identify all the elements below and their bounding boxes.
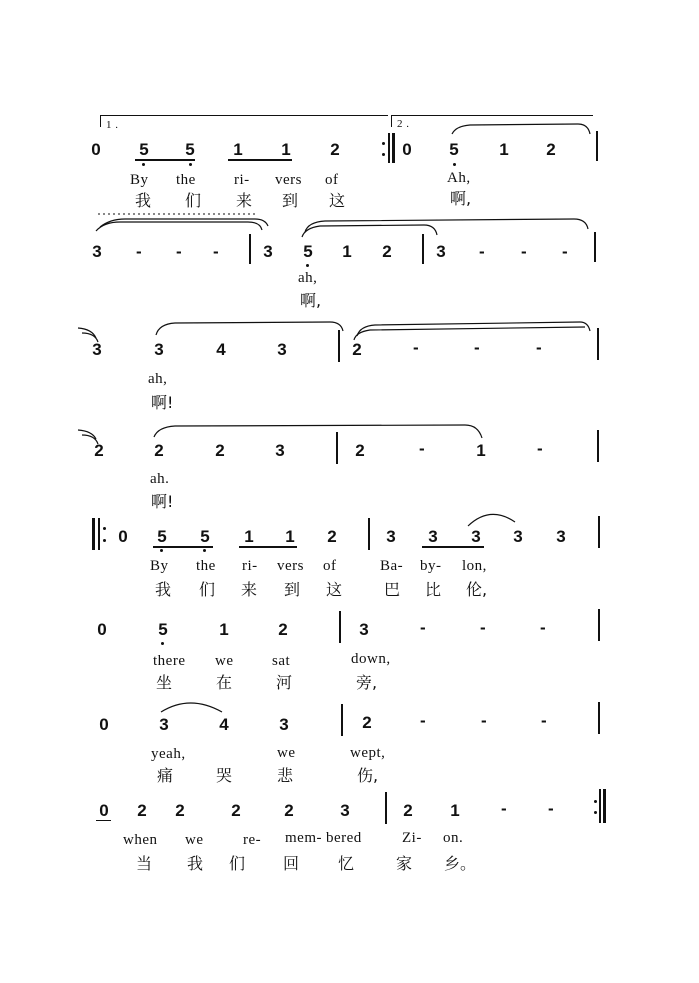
lyric-cn: 回 [283, 854, 300, 873]
note: 3 [154, 340, 164, 359]
lyric-en: ri- [242, 558, 258, 574]
note: 2 [278, 620, 288, 639]
lyric-en: lon, [462, 558, 487, 574]
lyric-cn: 来 [241, 580, 258, 599]
note: 3 [513, 527, 523, 546]
note: 2 [284, 801, 294, 820]
note: 1 [233, 140, 243, 159]
lyric-en: sat [272, 653, 291, 669]
dash: - [213, 242, 219, 261]
lyric-cn: 当 [136, 854, 153, 873]
lyric-cn: 我 [135, 191, 152, 210]
lyric-cn: 坐 [156, 673, 173, 692]
lyric-cn: 啊, [300, 291, 322, 310]
lyric-en: there [153, 653, 186, 669]
lyric-en: By [130, 172, 149, 188]
lyric-cn: 河 [276, 673, 293, 692]
dash: - [474, 338, 480, 357]
lyric-cn: 在 [216, 673, 233, 692]
note: 3 [340, 801, 350, 820]
lyric-cn: 痛 [157, 766, 174, 785]
note: 4 [216, 340, 226, 359]
lyric-cn: 到 [282, 191, 299, 210]
volta-1-label: 1 . [106, 119, 119, 131]
note: 1 [281, 140, 291, 159]
lyric-cn: 啊! [151, 393, 174, 412]
dash: - [176, 242, 182, 261]
note: 3 [263, 242, 273, 261]
lyric-cn: 比 [425, 580, 442, 599]
note: 0 [99, 715, 109, 734]
note: 1 [450, 801, 460, 820]
note: 2 [362, 713, 372, 732]
lyric-en: the [176, 172, 196, 188]
note: 2 [546, 140, 556, 159]
note: 3 [436, 242, 446, 261]
lyric-cn: 们 [185, 191, 202, 210]
note: 3 [359, 620, 369, 639]
dash: - [562, 242, 568, 261]
lyric-cn: 我 [187, 854, 204, 873]
note: 4 [219, 715, 229, 734]
dash: - [420, 618, 426, 637]
note: 3 [159, 715, 169, 734]
lyric-en: we [215, 653, 234, 669]
lyric-cn: 们 [229, 854, 246, 873]
dash: - [541, 711, 547, 730]
note: 3 [556, 527, 566, 546]
note: 2 [175, 801, 185, 820]
lyric-cn: 啊, [450, 189, 472, 208]
dash: - [479, 242, 485, 261]
lyric-cn: 这 [326, 580, 343, 599]
lyric-cn: 到 [284, 580, 301, 599]
note: 3 [428, 527, 438, 546]
lyric-en: by- [420, 558, 442, 574]
lyric-en: Ba- [380, 558, 404, 574]
note: 3 [92, 242, 102, 261]
lyric-en: the [196, 558, 216, 574]
note: 1 [476, 441, 486, 460]
note: 1 [342, 242, 352, 261]
note: 2 [215, 441, 225, 460]
dash: - [413, 338, 419, 357]
dash: - [536, 338, 542, 357]
lyric-en: wept, [350, 745, 386, 761]
note: 3 [277, 340, 287, 359]
lyric-en: ah. [150, 471, 170, 487]
note: 2 [137, 801, 147, 820]
lyric-cn: 巴 [384, 580, 401, 599]
lyric-cn: 这 [329, 191, 346, 210]
note: 2 [154, 441, 164, 460]
lyric-en: down, [351, 651, 391, 667]
note: 2 [382, 242, 392, 261]
note: 2 [355, 441, 365, 460]
lyric-en: Ah, [447, 170, 471, 186]
note: 1 [285, 527, 295, 546]
note: 5 [200, 527, 210, 546]
dash: - [481, 711, 487, 730]
lyric-cn: 旁, [356, 673, 378, 692]
note: 1 [499, 140, 509, 159]
lyric-cn: 乡。 [444, 854, 477, 873]
dash: - [548, 799, 554, 818]
lyric-en: yeah, [151, 746, 186, 762]
note: 5 [303, 242, 313, 261]
dash: - [420, 711, 426, 730]
lyric-en: we [277, 745, 296, 761]
note: 5 [185, 140, 195, 159]
note: 0 [402, 140, 412, 159]
note: 3 [275, 441, 285, 460]
lyric-en: vers [277, 558, 304, 574]
lyric-en: re- [243, 832, 262, 848]
dash: - [521, 242, 527, 261]
dash: - [501, 799, 507, 818]
lyric-en: vers [275, 172, 302, 188]
note: 1 [219, 620, 229, 639]
dash: - [136, 242, 142, 261]
lyric-cn: 悲 [277, 766, 294, 785]
note: 5 [158, 620, 168, 639]
dash: - [540, 618, 546, 637]
lyric-en: By [150, 558, 169, 574]
note: 2 [330, 140, 340, 159]
note: 0 [97, 620, 107, 639]
lyric-en: of [325, 172, 339, 188]
dash: - [537, 439, 543, 458]
dash: - [419, 439, 425, 458]
lyric-en: Zi- [402, 830, 422, 846]
note: 3 [92, 340, 102, 359]
note: 3 [471, 527, 481, 546]
note: 0 [91, 140, 101, 159]
lyric-cn: 伤, [357, 766, 379, 785]
lyric-cn: 哭 [216, 766, 233, 785]
lyric-cn: 们 [199, 580, 216, 599]
lyric-en: mem- [285, 830, 322, 846]
note: 2 [94, 441, 104, 460]
lyric-en: ah, [148, 371, 168, 387]
dash: - [480, 618, 486, 637]
note: 2 [403, 801, 413, 820]
lyric-en: ah, [298, 270, 318, 286]
note: 0 [118, 527, 128, 546]
lyric-en: ri- [234, 172, 250, 188]
lyric-en: we [185, 832, 204, 848]
note: 5 [157, 527, 167, 546]
note: 3 [386, 527, 396, 546]
volta-2-label: 2 . [397, 118, 410, 130]
lyric-cn: 来 [236, 191, 253, 210]
lyric-cn: 啊! [151, 492, 174, 511]
lyric-en: of [323, 558, 337, 574]
note: 2 [231, 801, 241, 820]
note: 5 [139, 140, 149, 159]
lyric-en: on. [443, 830, 464, 846]
note: 2 [327, 527, 337, 546]
note: 0 [99, 801, 109, 820]
lyric-cn: 家 [396, 854, 413, 873]
lyric-cn: 我 [155, 580, 172, 599]
lyric-cn: 忆 [338, 854, 355, 873]
note: 5 [449, 140, 459, 159]
note: 3 [279, 715, 289, 734]
note: 2 [352, 340, 362, 359]
note: 1 [244, 527, 254, 546]
lyric-cn: 伦, [466, 580, 488, 599]
lyric-en: when [123, 832, 158, 848]
lyric-en: bered [326, 830, 362, 846]
